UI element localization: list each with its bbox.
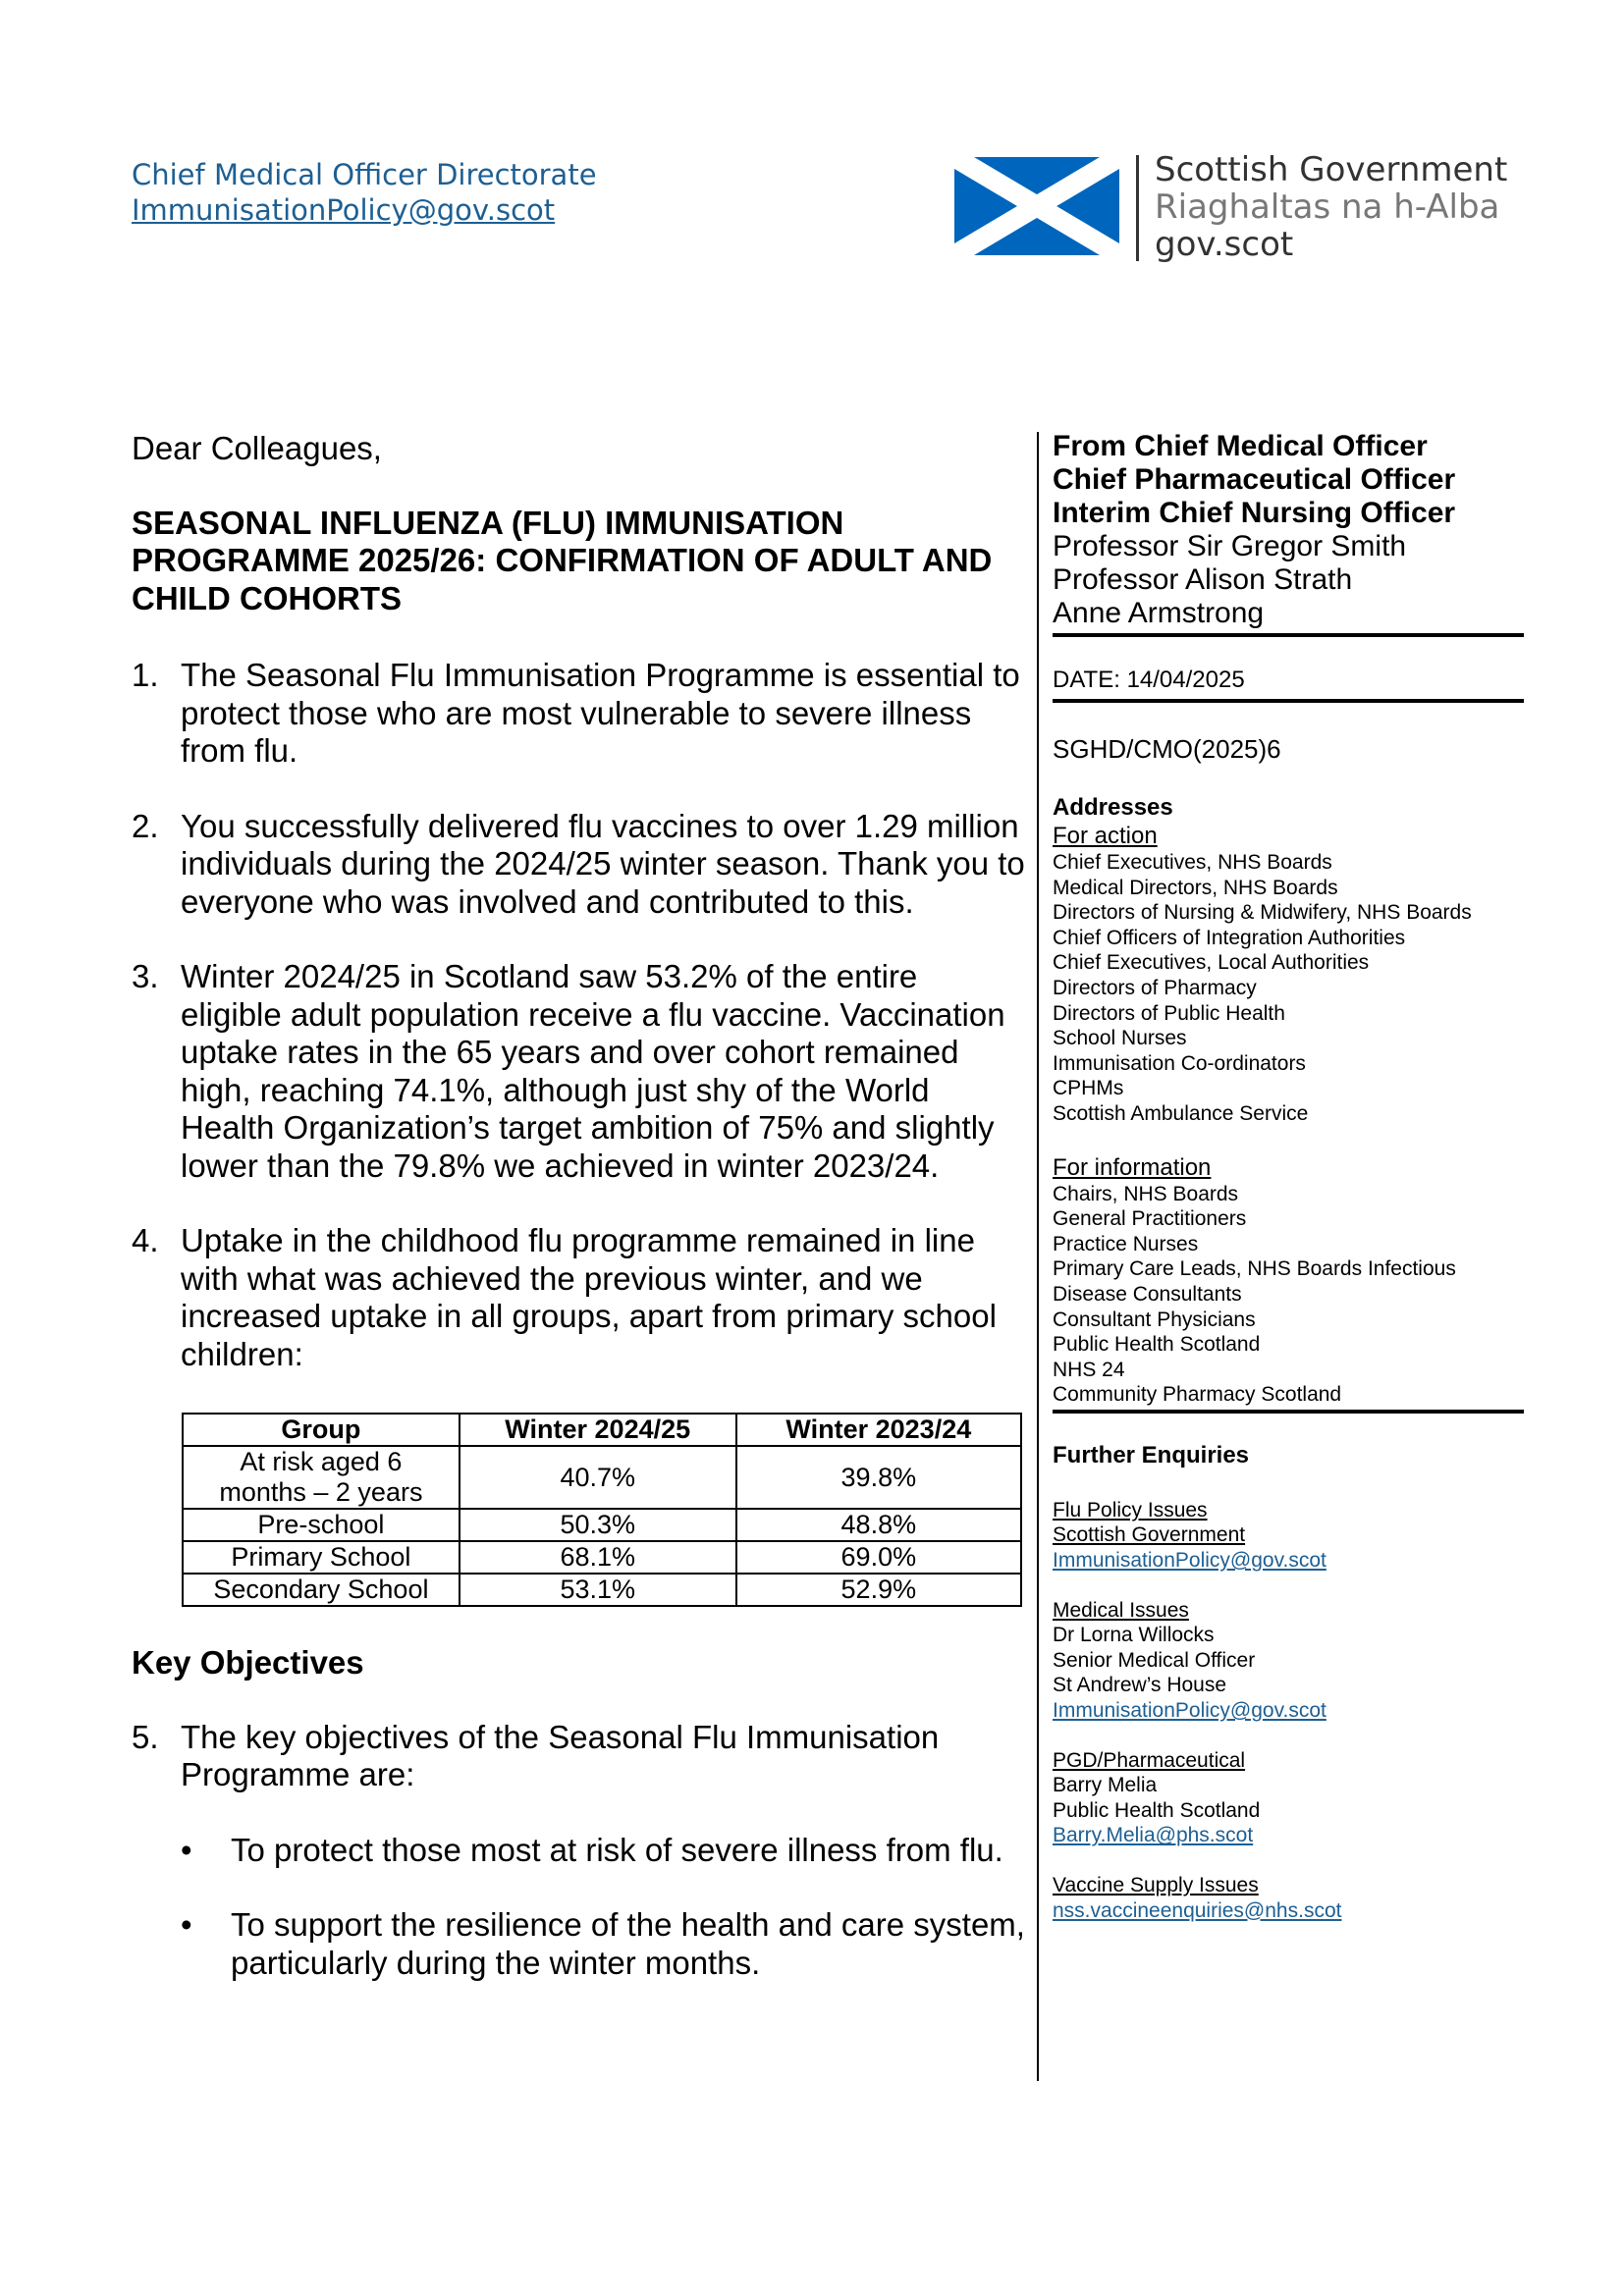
logo-divider — [1136, 155, 1139, 261]
table-header-row — [183, 1414, 1021, 1446]
enquiry-line: Dr Lorna Willocks — [1053, 1624, 1215, 1647]
paragraph-number: 1. — [132, 657, 159, 693]
from-line: Professor Sir Gregor Smith — [1053, 530, 1407, 562]
list-item: Consultant Physicians — [1053, 1308, 1256, 1331]
table-row — [183, 1574, 1021, 1606]
enquiry-line: St Andrew’s House — [1053, 1674, 1227, 1697]
table-cell-group: At risk aged 6 months – 2 years — [183, 1446, 460, 1509]
saltire-flag-icon — [954, 157, 1119, 255]
bullet-icon: • — [181, 1831, 192, 1868]
list-item: Primary Care Leads, NHS Boards Infectious — [1053, 1257, 1456, 1281]
table-cell-value: 50.3% — [460, 1509, 736, 1541]
logo-line-domain: gov.scot — [1155, 225, 1294, 264]
list-item — [132, 1832, 1025, 1870]
objective-text: To protect those most at risk of severe illness from flu. — [231, 1831, 1003, 1868]
enquiry-email-link[interactable]: ImmunisationPolicy@gov.scot — [1053, 1699, 1326, 1723]
column-header-group: Group — [183, 1414, 460, 1446]
list-item: Scottish Ambulance Service — [1053, 1101, 1309, 1125]
list-item: Chairs, NHS Boards — [1053, 1182, 1239, 1205]
paragraph-text: The Seasonal Flu Immunisation Programme is essential to protect those who are most vulnerable to severe illness from flu. — [181, 657, 1020, 769]
table-cell-value: 53.1% — [460, 1574, 736, 1606]
table-cell-value: 52.9% — [736, 1574, 1021, 1606]
from-block — [1053, 430, 1524, 630]
addresses-heading: Addresses — [1053, 794, 1173, 821]
paragraph-number: 5. — [132, 1718, 159, 1755]
sidebar-rule — [1053, 1410, 1524, 1414]
logo-line-english: Scottish Government — [1155, 150, 1508, 189]
list-item: Practice Nurses — [1053, 1232, 1199, 1255]
list-item: General Practitioners — [1053, 1207, 1247, 1231]
enquiry-line: Barry Melia — [1053, 1774, 1158, 1797]
list-item: Community Pharmacy Scotland — [1053, 1383, 1342, 1407]
table-cell-value: 69.0% — [736, 1541, 1021, 1574]
logo-text — [1155, 151, 1507, 263]
enquiries-heading: Further Enquiries — [1053, 1441, 1250, 1468]
table-cell-value: 39.8% — [736, 1446, 1021, 1509]
from-line: Interim Chief Nursing Officer — [1053, 497, 1456, 529]
list-item: Medical Directors, NHS Boards — [1053, 876, 1338, 899]
list-item: Directors of Pharmacy — [1053, 976, 1257, 999]
objectives-list — [132, 1832, 1025, 1983]
table-cell-group: Secondary School — [183, 1574, 460, 1606]
from-line: Professor Alison Strath — [1053, 563, 1353, 596]
paragraph-2 — [132, 808, 1025, 922]
from-line: From Chief Medical Officer — [1053, 430, 1428, 462]
table-row — [183, 1509, 1021, 1541]
paragraph-5 — [132, 1719, 1025, 1794]
list-item: Directors of Public Health — [1053, 1001, 1285, 1025]
enquiry-label: Medical Issues — [1053, 1598, 1189, 1622]
list-item — [132, 1906, 1025, 1982]
enquiry-label: Flu Policy Issues — [1053, 1498, 1208, 1522]
sidebar-rule — [1053, 633, 1524, 637]
directorate-email-link[interactable]: ImmunisationPolicy@gov.scot — [132, 193, 556, 227]
from-line: Chief Pharmaceutical Officer — [1053, 463, 1456, 496]
enquiry-line: Senior Medical Officer — [1053, 1648, 1256, 1672]
column-header-winter-2024-25: Winter 2024/25 — [460, 1414, 736, 1446]
table-cell-value: 68.1% — [460, 1541, 736, 1574]
table-cell-group: Primary School — [183, 1541, 460, 1574]
enquiry-label: PGD/Pharmaceutical — [1053, 1748, 1246, 1772]
letter-body — [132, 430, 1025, 2019]
paragraph-number: 3. — [132, 958, 159, 994]
table-cell-group: Pre-school — [183, 1509, 460, 1541]
objective-text: To support the resilience of the health and care system, particularly during the winter months. — [231, 1906, 1025, 1981]
enquiries-block — [1053, 1441, 1524, 1923]
enquiry-label: Vaccine Supply Issues — [1053, 1874, 1259, 1896]
for-information-label: For information — [1053, 1153, 1212, 1181]
letter-reference: SGHD/CMO(2025)6 — [1053, 734, 1281, 764]
list-item: Chief Officers of Integration Authorities — [1053, 926, 1406, 949]
for-action-label: For action — [1053, 823, 1158, 849]
list-item: Public Health Scotland — [1053, 1333, 1261, 1357]
sidebar — [1053, 430, 1524, 1923]
from-line: Anne Armstrong — [1053, 597, 1265, 629]
directorate-block — [132, 157, 597, 228]
enquiry-line: Scottish Government — [1053, 1523, 1246, 1547]
paragraph-text: Uptake in the childhood flu programme remained in line with what was achieved the previous winter, and we increased uptake in all groups, apart from primary school children: — [181, 1222, 997, 1372]
greeting: Dear Colleagues, — [132, 430, 382, 466]
paragraph-text: You successfully delivered flu vaccines to over 1.29 million individuals during the 2024/25 winter season. Thank you to everyone who was involved and contributed to this. — [181, 807, 1025, 920]
addresses-block — [1053, 793, 1524, 1408]
bullet-icon: • — [181, 1906, 192, 1943]
enquiry-email-link[interactable]: nss.vaccineenquiries@nhs.scot — [1053, 1898, 1342, 1922]
list-item: NHS 24 — [1053, 1358, 1125, 1381]
list-item: School Nurses — [1053, 1027, 1187, 1050]
table-cell-value: 40.7% — [460, 1446, 736, 1509]
table-cell-value: 48.8% — [736, 1509, 1021, 1541]
list-item: Chief Executives, Local Authorities — [1053, 951, 1370, 975]
uptake-table — [182, 1413, 1022, 1607]
logo-line-gaelic: Riaghaltas na h-Alba — [1155, 187, 1500, 227]
column-header-winter-2023-24: Winter 2023/24 — [736, 1414, 1021, 1446]
paragraph-number: 2. — [132, 807, 159, 844]
paragraph-1 — [132, 657, 1025, 771]
column-divider — [1037, 432, 1039, 2081]
enquiry-email-link[interactable]: Barry.Melia@phs.scot — [1053, 1824, 1254, 1847]
directorate-name: Chief Medical Officer Directorate — [132, 158, 597, 191]
list-item: Chief Executives, NHS Boards — [1053, 851, 1332, 874]
enquiry-email-link[interactable]: ImmunisationPolicy@gov.scot — [1053, 1549, 1326, 1573]
table-row — [183, 1446, 1021, 1509]
paragraph-text: Winter 2024/25 in Scotland saw 53.2% of the entire eligible adult population receive a flu vaccine. Vaccination uptake rates in the 65 years and over cohort remained high, reaching 74.1%, although just shy of the World Health Organization’s target ambition of 75% and slightly lower than the 79.8% we achieved in winter 2023/24. — [181, 958, 1005, 1184]
letter-title: SEASONAL INFLUENZA (FLU) IMMUNISATION PROGRAMME 2025/26: CONFIRMATION OF ADULT AND CHILD COHORTS — [132, 504, 993, 616]
list-item: Disease Consultants — [1053, 1282, 1242, 1306]
list-item: Immunisation Co-ordinators — [1053, 1051, 1306, 1075]
list-item: Directors of Nursing & Midwifery, NHS Boards — [1053, 901, 1472, 925]
letter-date: DATE: 14/04/2025 — [1053, 667, 1245, 693]
list-item: CPHMs — [1053, 1077, 1124, 1100]
sidebar-rule — [1053, 699, 1524, 703]
enquiry-line: Public Health Scotland — [1053, 1798, 1261, 1822]
key-objectives-heading: Key Objectives — [132, 1644, 364, 1681]
scottish-government-logo — [954, 150, 1524, 264]
table-row — [183, 1541, 1021, 1574]
paragraph-3 — [132, 958, 1025, 1185]
paragraph-text: The key objectives of the Seasonal Flu Immunisation Programme are: — [181, 1718, 940, 1792]
numbered-paragraphs-continued — [132, 1719, 1025, 1794]
paragraph-4 — [132, 1222, 1025, 1373]
numbered-paragraphs — [132, 657, 1025, 1373]
paragraph-number: 4. — [132, 1222, 159, 1258]
